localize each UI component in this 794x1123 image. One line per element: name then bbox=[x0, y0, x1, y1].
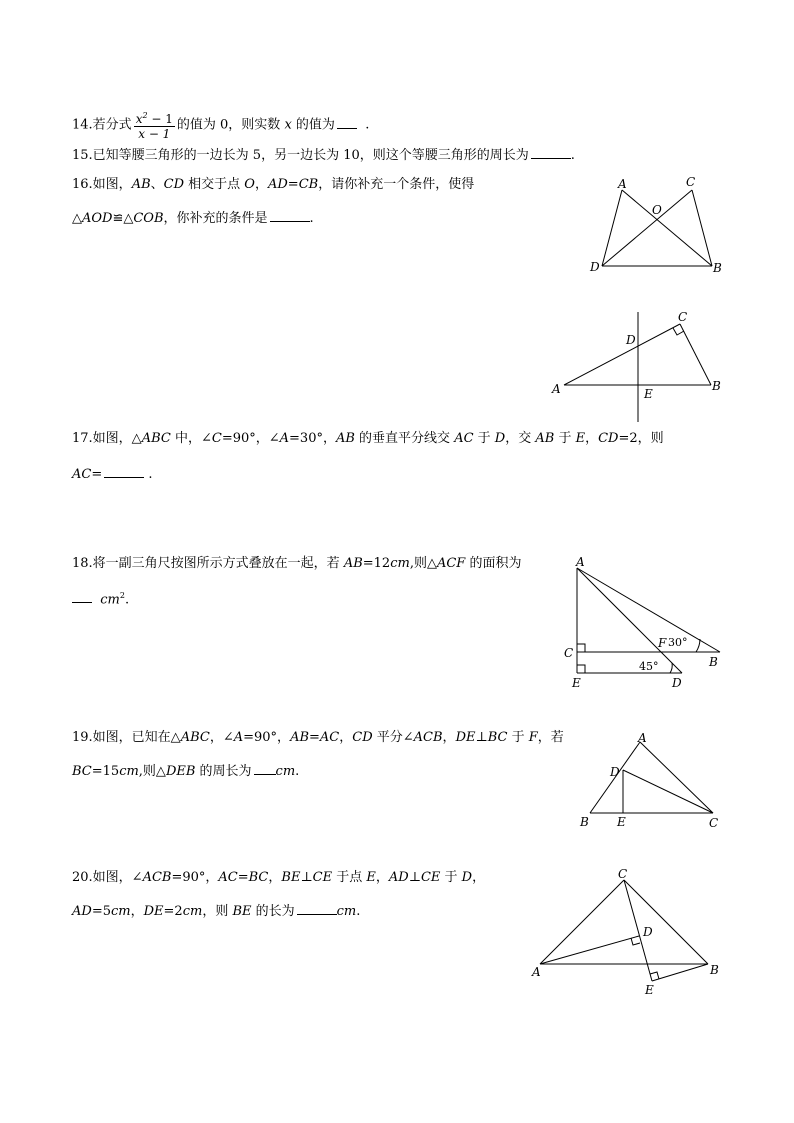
q20-label-E: E bbox=[645, 983, 654, 997]
q16-answer-blank[interactable] bbox=[270, 209, 310, 222]
q17-label-A: A bbox=[552, 382, 561, 396]
q18-right-angle-C bbox=[577, 644, 585, 652]
q16-label-D: D bbox=[590, 260, 600, 274]
q19-seg-DC bbox=[623, 770, 713, 813]
q19-line-1: 19.如图，已知在△ABC，∠A=90°，AB=AC，CD 平分∠ACB，DE⊥BC 于 F，若 bbox=[72, 730, 564, 745]
q20-seg-BE bbox=[652, 964, 708, 981]
q14-answer-blank[interactable] bbox=[337, 116, 357, 129]
q16-label-C: C bbox=[686, 175, 696, 189]
q17-answer-blank[interactable] bbox=[104, 465, 144, 478]
q16-line-2: △AOD≌△COB，你补充的条件是 . bbox=[72, 211, 314, 226]
q18-answer-blank[interactable] bbox=[72, 590, 92, 603]
q17-figure bbox=[546, 308, 726, 428]
q20-label-D: D bbox=[643, 925, 653, 939]
q16-label-O: O bbox=[652, 203, 662, 217]
q20-answer-blank[interactable] bbox=[297, 902, 337, 915]
q18-label-ang45: 45° bbox=[639, 660, 659, 673]
q16-line-1: 16.如图，AB、CD 相交于点 O，AD=CB，请你补充一个条件，使得 bbox=[72, 177, 475, 192]
q18-label-A: A bbox=[576, 555, 585, 569]
q19-label-B: B bbox=[580, 815, 589, 829]
q18-right-angle-E bbox=[577, 665, 585, 673]
q19-answer-blank[interactable] bbox=[254, 762, 276, 775]
q19-seg-AC bbox=[640, 742, 713, 813]
q20-seg-AD bbox=[540, 936, 639, 964]
q19-label-C: C bbox=[709, 816, 719, 830]
q15-line: 15.已知等腰三角形的一边长为 5，另一边长为 10，则这个等腰三角形的周长为 . bbox=[72, 148, 575, 163]
q17-line-1: 17.如图，△ABC 中，∠C=90°，∠A=30°，AB 的垂直平分线交 AC 于 D，交 AB 于 E，CD=2，则 bbox=[72, 431, 664, 446]
q20-label-C: C bbox=[618, 867, 628, 881]
q19-label-E: E bbox=[617, 815, 626, 829]
q17-label-B: B bbox=[712, 379, 721, 393]
q17-label-D: D bbox=[626, 333, 636, 347]
q19-line-2: BC=15cm,则△DEB 的周长为 cm. bbox=[72, 764, 300, 779]
q18-angle-45-arc bbox=[670, 663, 672, 673]
q16-label-A: A bbox=[618, 177, 627, 191]
q18-label-D: D bbox=[672, 676, 682, 690]
q20-figure bbox=[528, 864, 728, 999]
q20-seg-AC bbox=[540, 880, 624, 964]
q20-line-1: 20.如图，∠ACB=90°，AC=BC，BE⊥CE 于点 E，AD⊥CE 于 D， bbox=[72, 870, 486, 885]
q18-figure bbox=[560, 556, 740, 696]
q17-seg-AC bbox=[564, 324, 680, 385]
q18-label-B: B bbox=[709, 655, 718, 669]
q14-numerator: $x^2 - 1$ bbox=[135, 111, 173, 126]
q16-label-B: B bbox=[713, 261, 722, 275]
q14-line: 14.若分式 $\frac{x^2 - 1}{x - 1}$ 的值为 0，则实数 x 的值为 . bbox=[72, 111, 370, 141]
q20-right-angle-D bbox=[631, 938, 640, 945]
q18-line-2: $cm^2$. bbox=[72, 588, 129, 608]
q20-line-2: AD=5cm，DE=2cm，则 BE 的长为 cm. bbox=[72, 904, 361, 919]
q18-angle-30-arc bbox=[696, 639, 700, 652]
q18-label-F: F bbox=[658, 636, 667, 650]
q20-seg-CB bbox=[624, 880, 708, 964]
q16-figure bbox=[580, 170, 730, 280]
q17-label-C: C bbox=[678, 310, 688, 324]
q16-seg-CD bbox=[602, 190, 692, 266]
q15-answer-blank[interactable] bbox=[531, 146, 571, 159]
q18-label-E: E bbox=[572, 676, 581, 690]
q18-label-C: C bbox=[564, 646, 574, 660]
q18-line-1: 18.将一副三角尺按图所示方式叠放在一起，若 AB=12cm,则△ACF 的面积为 bbox=[72, 556, 522, 571]
q19-figure bbox=[576, 728, 736, 833]
q16-seg-CB bbox=[692, 190, 712, 266]
q18-label-ang30: 30° bbox=[668, 636, 688, 649]
q14-denominator: x − 1 bbox=[138, 127, 171, 141]
q14-fraction bbox=[134, 109, 175, 141]
q16-seg-AD bbox=[602, 190, 622, 266]
q16-seg-AB bbox=[622, 190, 712, 266]
q20-label-B: B bbox=[710, 963, 719, 977]
q19-label-A: A bbox=[638, 731, 647, 745]
q17-seg-CB bbox=[680, 324, 711, 385]
q19-label-D: D bbox=[610, 765, 620, 779]
q17-label-E: E bbox=[644, 387, 653, 401]
q17-line-2: AC= . bbox=[72, 467, 153, 482]
q20-label-A: A bbox=[532, 965, 541, 979]
